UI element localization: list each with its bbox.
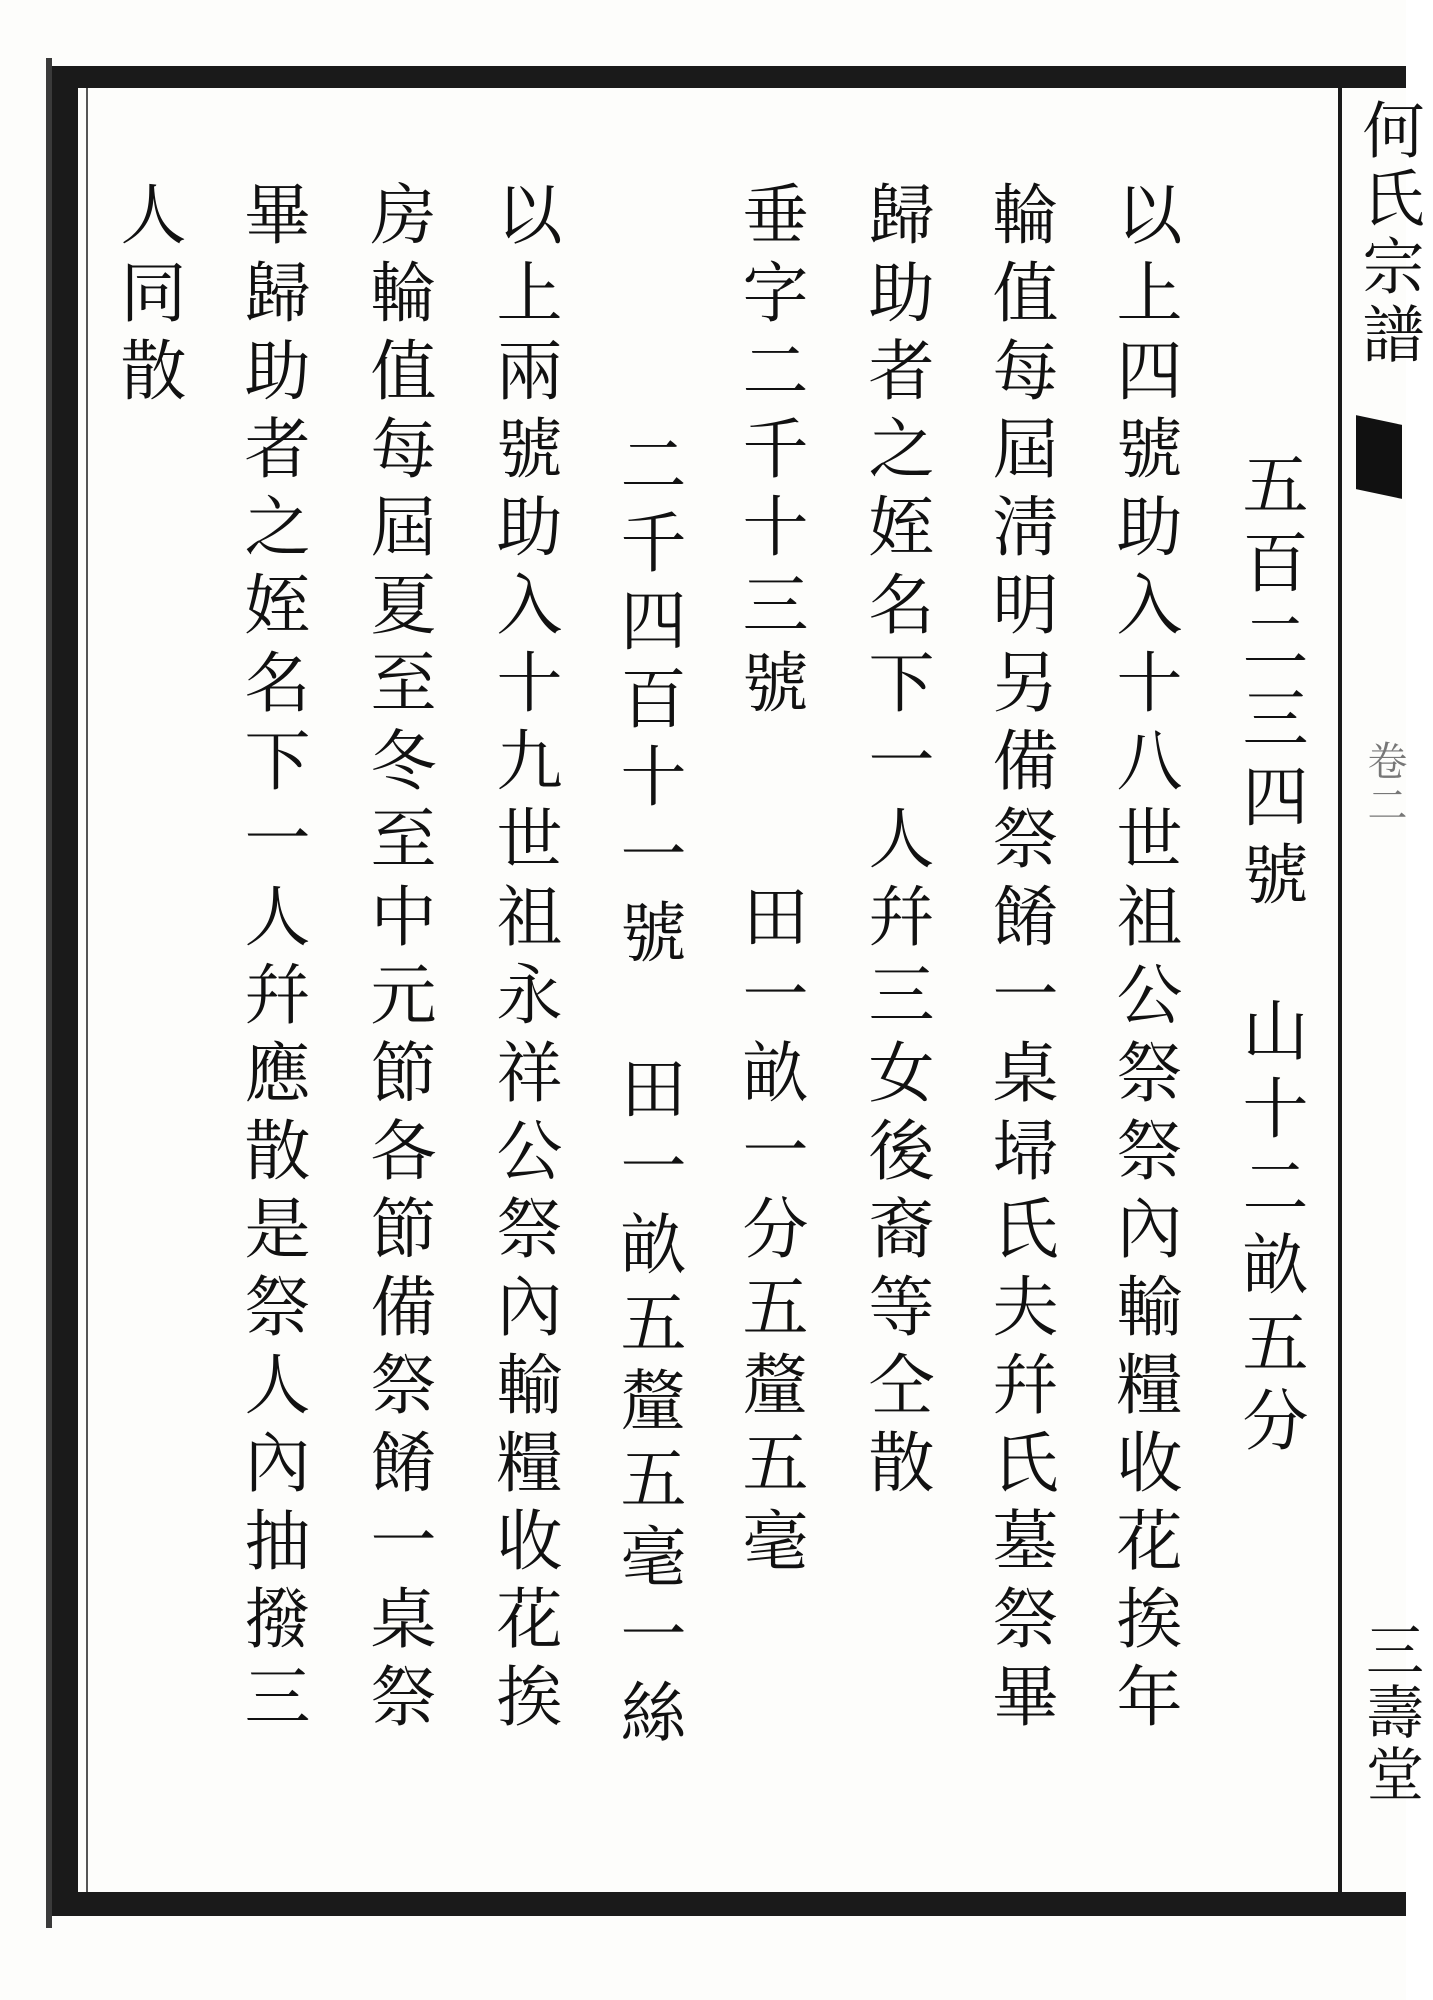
fishtail-mark xyxy=(1356,415,1402,499)
margin-hall-name: 三壽堂 xyxy=(1356,1620,1424,1806)
frame-left-border xyxy=(52,66,78,1916)
text-column-8: 房輪值每屆夏至冬至中元節各節備祭餚一桌祭 xyxy=(359,180,436,1740)
margin-volume: 卷二 xyxy=(1361,740,1407,828)
frame-bottom-border xyxy=(52,1892,1406,1916)
frame-top-border xyxy=(52,66,1406,88)
fold-line xyxy=(1338,88,1342,1892)
text-column-9: 畢歸助者之姪名下一人幷應散是祭人內抽撥三 xyxy=(233,180,310,1740)
text-column-10: 人同散 xyxy=(109,180,186,414)
margin-title: 何氏宗譜 xyxy=(1352,98,1425,370)
frame-inner-line xyxy=(86,88,88,1892)
text-column-5: 垂字二千十三號 田一畝一分五釐五毫 xyxy=(731,180,808,1584)
text-column-6: 二千四百十一號 田一畝五釐五毫一絲 xyxy=(609,430,686,1756)
text-column-4: 歸助者之姪名下一人幷三女後裔等仝散 xyxy=(857,180,934,1506)
text-column-7: 以上兩號助入十九世祖永祥公祭內輸糧收花挨 xyxy=(485,180,562,1740)
text-column-1: 五百二三四號 山十二畝五分 xyxy=(1231,450,1308,1464)
text-column-2: 以上四號助入十八世祖公祭祭內輸糧收花挨年 xyxy=(1105,180,1182,1740)
text-column-3: 輪值每屆淸明另備祭餚一桌埽氏夫幷氏墓祭畢 xyxy=(981,180,1058,1740)
